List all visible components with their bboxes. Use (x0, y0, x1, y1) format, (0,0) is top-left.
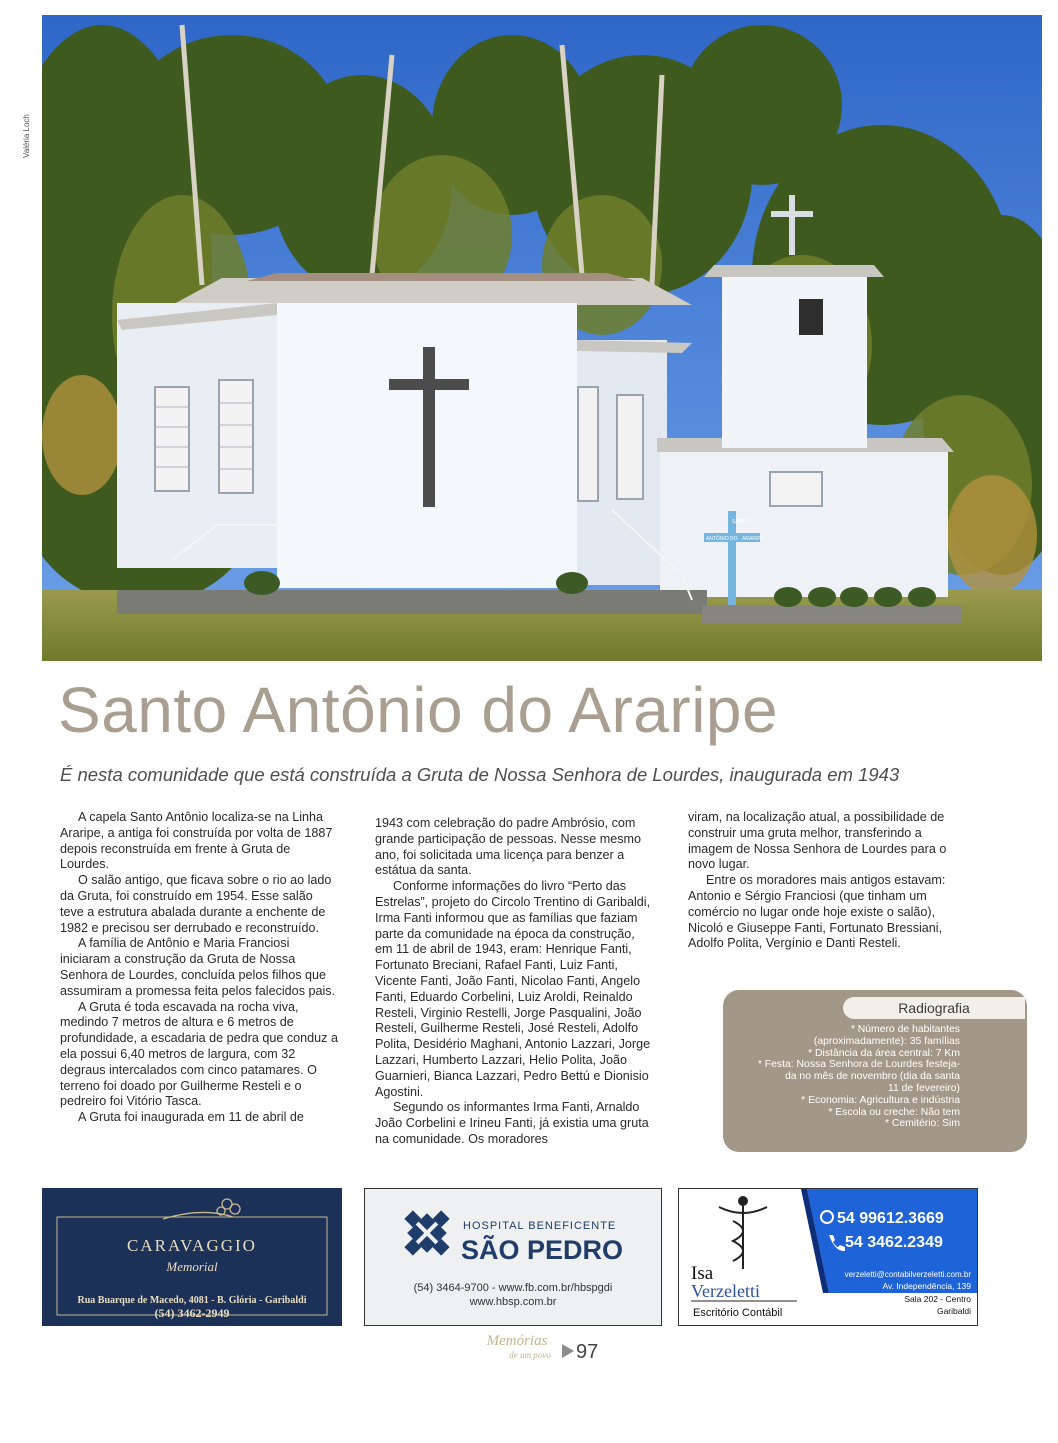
radiografia-item: * Festa: Nossa Senhora de Lourdes festeja- (757, 1059, 960, 1071)
page-arrow-icon (562, 1344, 574, 1358)
paragraph: A Gruta é toda escavada na rocha viva, medindo 7 metros de altura e 6 metros de profundidade, a escadaria de pedra que conduz a ela possui 6,40 metros de largura, com 32 degraus intercalados com cinco patamares. O terreno foi doado por Guilherme Resteli e o pedreiro foi Vitório Tasca. (60, 999, 338, 1109)
caravaggio-phone: (54) 3462-2949 (154, 1306, 230, 1320)
paragraph: A família de Antônio e Maria Franciosi iniciaram a construção da Gruta de Nossa Senhora de Lourdes, concluída pelos filhos que assumiram a promessa feita pelos falecidos pais. (60, 936, 336, 998)
paragraph: viram, na localização atual, a possibilidade de construir uma gruta melhor, transferindo a imagem de Nossa Senhora de Lourdes para o novo lugar. (688, 810, 947, 872)
paragraph: A capela Santo Antônio localiza-se na Linha Araripe, a antiga foi construída por volta de 1887 depois reconstruída em frente à Gruta de Lourdes. (60, 810, 333, 872)
isa-phone: 54 3462.2349 (845, 1234, 943, 1251)
paragraph: Entre os moradores mais antigos estavam: Antonio e Sérgio Franciosi (que tinham um comércio no lugar onde hoje existe o salão), Nicoló e Giuseppe Fanti, Fortunato Bressiani, Adolfo Polita, Vergínio e Danti Resteli. (688, 873, 946, 951)
isa-room: Sala 202 - Centro (904, 1294, 971, 1304)
article-title: Santo Antônio do Araripe (58, 674, 779, 746)
hospital-pre: HOSPITAL BENEFICENTE (463, 1220, 617, 1232)
chapel-photo (42, 15, 1042, 661)
paragraph: O salão antigo, que ficava sobre o rio ao lado da Gruta, foi construído em 1954. Esse salão teve a estrutura abalada durante a enchente de 1982 e precisou ser derrubado e reconstruído. (60, 873, 332, 935)
radiografia-item: * Número de habitantes (850, 1024, 960, 1035)
paragraph: Segundo os informantes Irma Fanti, Arnaldo João Corbelini e Irineu Fanti, já existia uma gruta na comunidade. Os moradores (375, 1100, 649, 1146)
caravaggio-address: Rua Buarque de Macedo, 4081 - B. Glória - Garibaldi (77, 1295, 307, 1306)
isa-role: Escritório Contábil (693, 1307, 783, 1319)
caduceus-icon (719, 1197, 767, 1269)
hospital-contact: (54) 3464-9700 - www.fb.com.br/hbspgdi (413, 1282, 613, 1294)
cross-sign-text: ANTÔNIO (706, 536, 729, 542)
article-column-1 (60, 810, 340, 1126)
isa-email[interactable]: verzeletti@contabilverzeletti.com.br (844, 1270, 971, 1279)
isa-address: Av. Independência, 139 (882, 1281, 971, 1291)
radiografia-item: da no mês de novembro (dia da santa (784, 1071, 960, 1083)
caravaggio-sub: Memorial (166, 1259, 218, 1274)
isa-whatsapp: 54 99612.3669 (837, 1210, 944, 1227)
cross-sign-text: SANTO (732, 519, 750, 525)
paragraph: Conforme informações do livro “Perto das Estrelas”, projeto do Circolo Trentino di Garibaldi, Irma Fanti informou que as famílias que faziam parte da comunidade na época da construção, em 11 de abril de 1943, eram: Henrique Fanti, Fortunato Breciani, Rafael Fanti, Luiz Fanti, Vicente Fanti, João Fanti, Nicolao Fanti, Angelo Fanti, Eduardo Corbelini, Luiz Aroldi, Reinaldo Resteli, Virginio Restelli, Jorge Pasqualini, João Resteli, Guilherme Resteli, José Resteli, Adolfo Polita, Desidério Maghani, Antonio Lazzari, Jorge Lazzari, Humberto Lazzari, Helio Polita, João Guarnieri, Bianca Lazzari, Pedro Bettú e Dionisio Agostini. (375, 879, 651, 1099)
paragraph: 1943 com celebração do padre Ambrósio, com grande participação de pessoas. Nesse mesmo ano, foi solicitada uma licença para benzer a estátua da santa. (375, 816, 642, 878)
radiografia-list (730, 1024, 960, 1130)
footer-logo (472, 1330, 562, 1364)
hospital-website: www.hbsp.com.br (469, 1296, 557, 1308)
article-column-3 (688, 810, 968, 952)
page-number: 97 (576, 1341, 599, 1363)
caravaggio-name: CARAVAGGIO (127, 1236, 257, 1255)
ad-isa-verzeletti[interactable] (678, 1188, 978, 1326)
radiografia-item: * Escola ou creche: Não tem (828, 1106, 960, 1118)
radiografia-item: * Distância da área central: 7 Km (808, 1047, 960, 1059)
footer-logo-sub: de um povo (509, 1350, 551, 1360)
isa-city: Garibaldi (936, 1306, 971, 1316)
footer-logo-text: Memórias (486, 1333, 548, 1349)
cross-sign-text: ARARIPE (742, 536, 764, 542)
article-subtitle: É nesta comunidade que está construída a Gruta de Nossa Senhora de Lourdes, inaugurada em 1943 (60, 764, 900, 785)
article-column-2 (375, 816, 653, 1148)
isa-last-name: Verzeletti (691, 1281, 760, 1301)
cross-sign-text: DO (730, 536, 738, 542)
paragraph: A Gruta foi inaugurada em 11 de abril de (78, 1110, 304, 1125)
flower-icon (163, 1199, 240, 1219)
isa-first-name: Isa (691, 1263, 714, 1284)
radiografia-item: * Cemitério: Sim (884, 1118, 960, 1130)
ad-caravaggio[interactable] (42, 1188, 342, 1326)
radiografia-item: * Economia: Agricultura e indústria (801, 1094, 960, 1106)
hospital-name: SÃO PEDRO (461, 1235, 624, 1265)
radiografia-item: (aproximadamente): 35 famílias (813, 1035, 960, 1047)
photo-credit: Valéria Loch (22, 114, 31, 158)
radiografia-item: 11 de fevereiro) (887, 1082, 960, 1094)
radiografia-title: Radiografia (843, 997, 1025, 1019)
ad-hospital[interactable] (364, 1188, 662, 1326)
